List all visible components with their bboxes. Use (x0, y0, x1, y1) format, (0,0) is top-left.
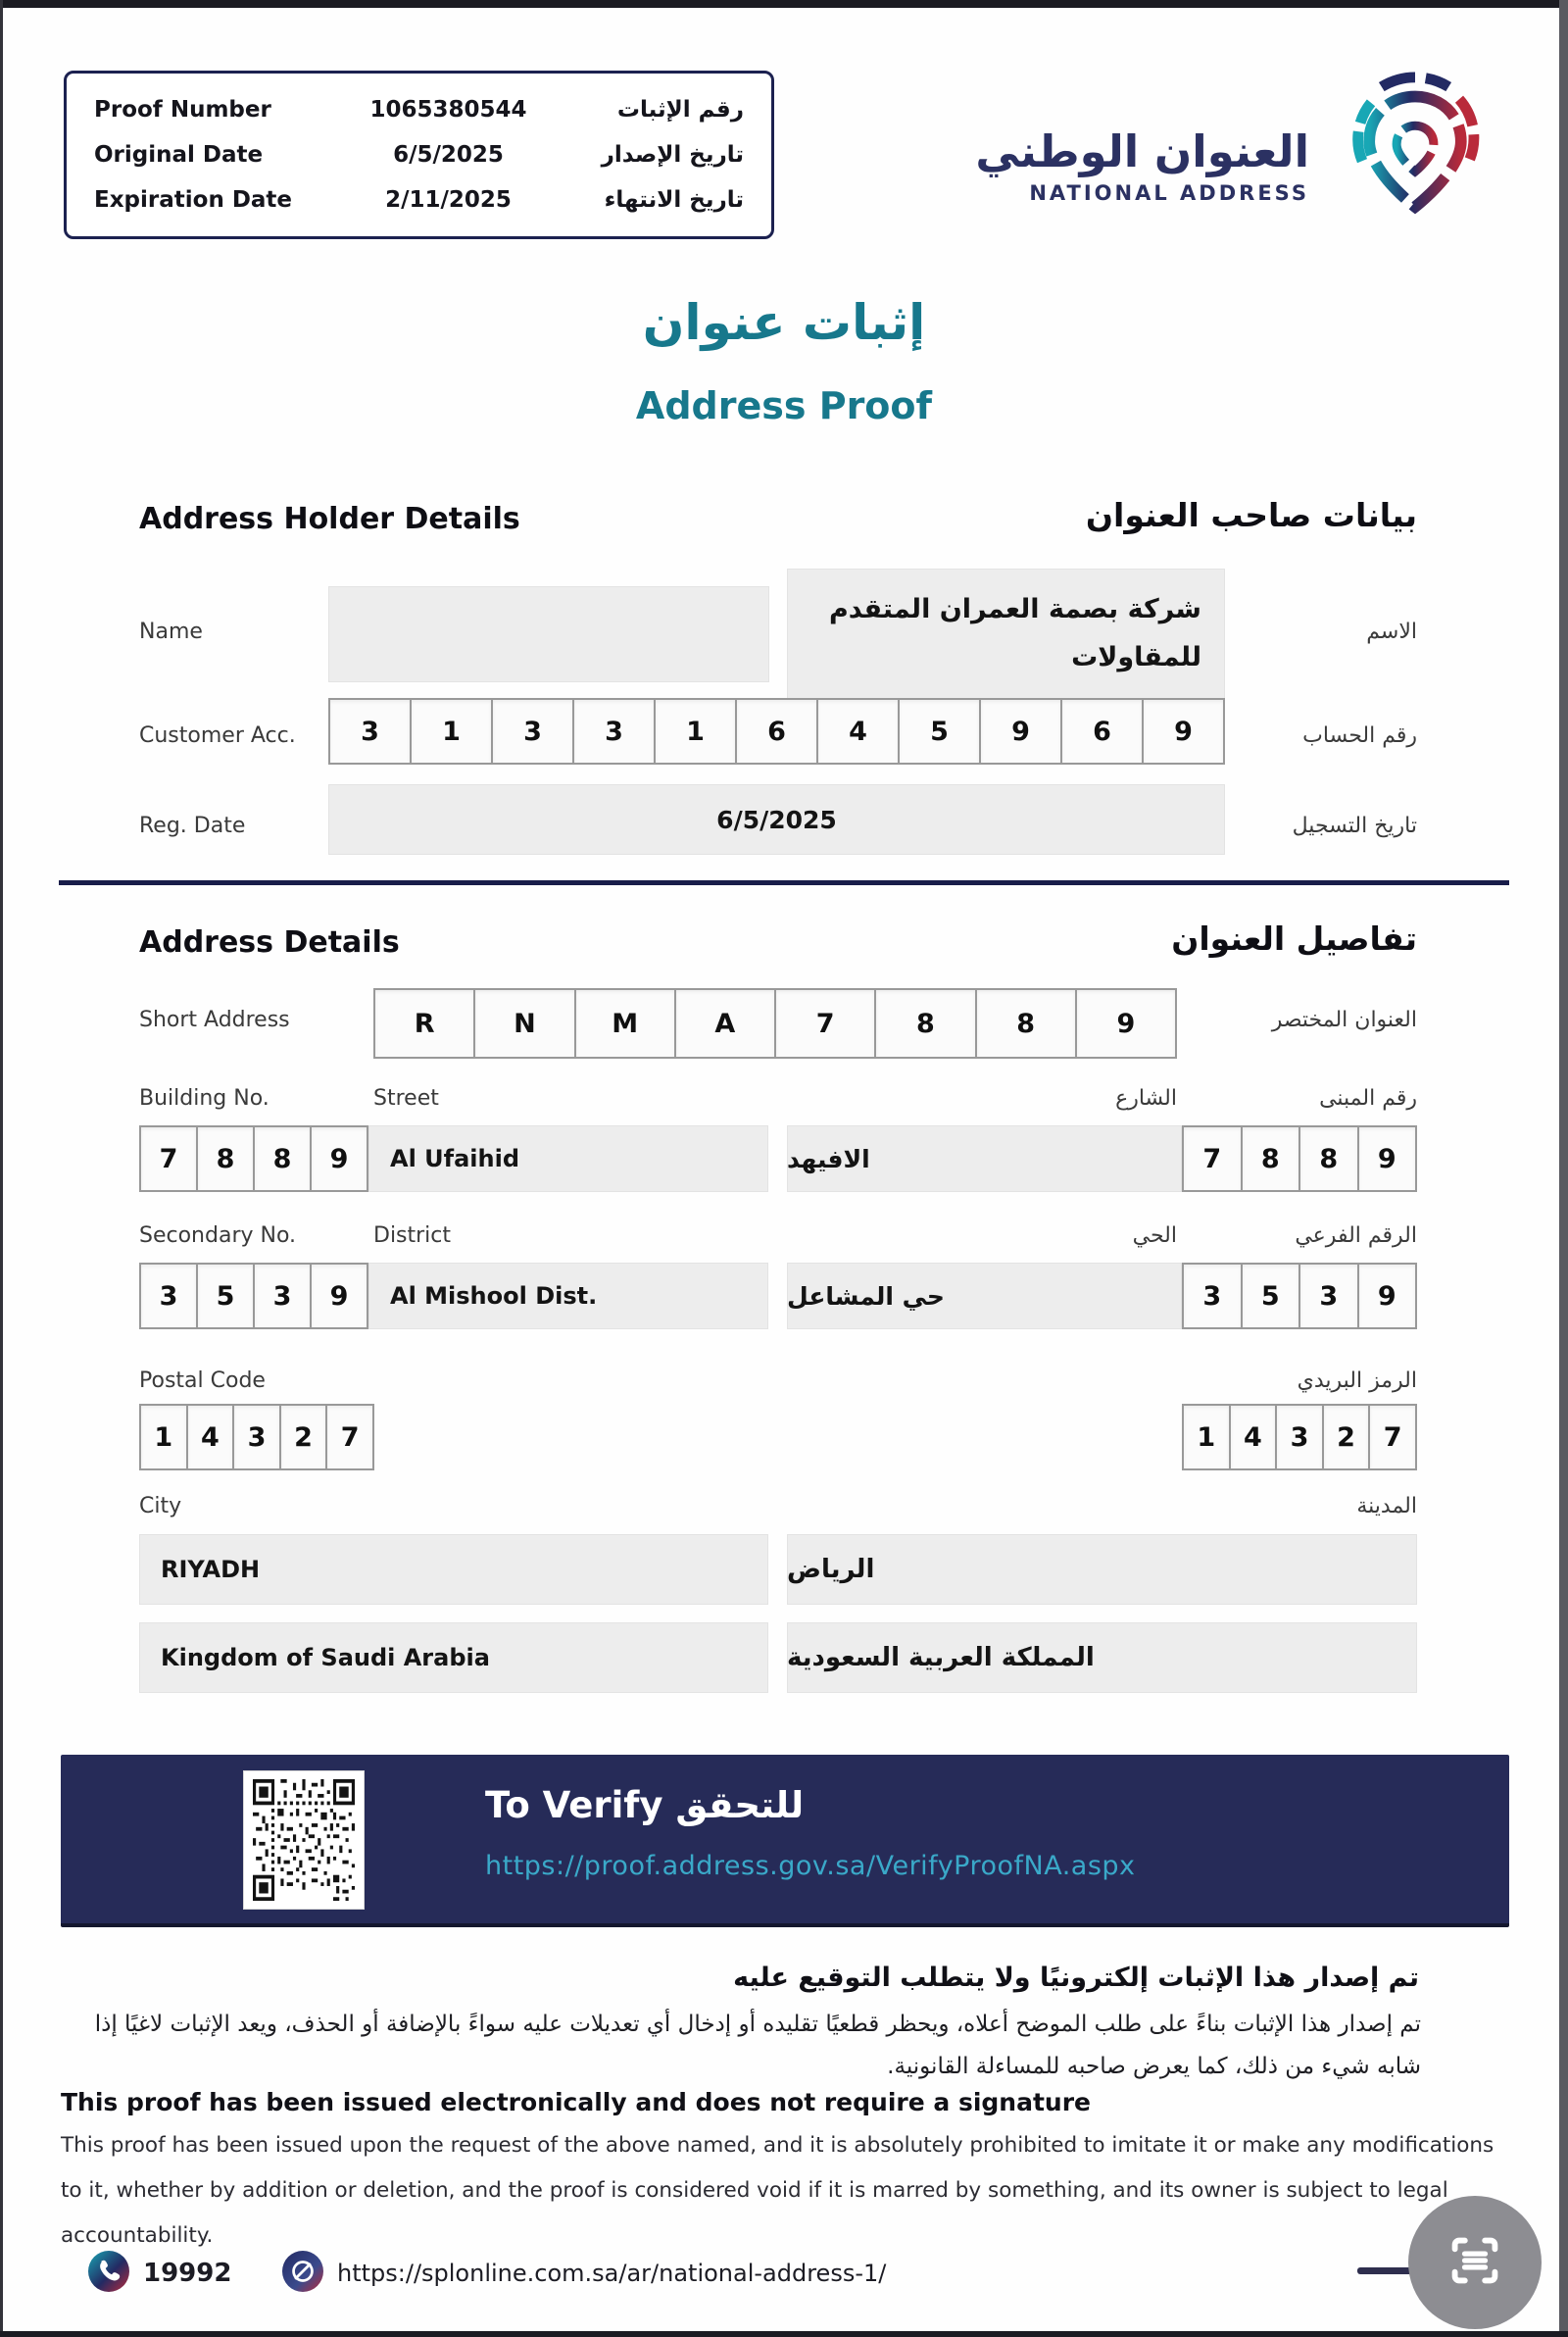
footer-phone-number: 19992 (143, 2259, 232, 2288)
digit-cell: 6 (735, 698, 818, 765)
disclaimer-heading-ar: تم إصدار هذا الإثبات إلكترونيًا ولا يتطلب التوقيع عليه (733, 1963, 1419, 1993)
disclaimer-heading-en: This proof has been issued electronically and does not require a signature (61, 2088, 1092, 2116)
postal-code-digits-en (139, 1404, 374, 1470)
digit-cell: 5 (898, 698, 981, 765)
digit-cell: 2 (279, 1404, 328, 1470)
digit-cell: 7 (139, 1125, 198, 1192)
verify-title (485, 1784, 804, 1826)
short-address-label: Short Address (139, 1008, 290, 1032)
postal-code-digits-ar (1182, 1404, 1417, 1470)
digit-cell: 1 (654, 698, 737, 765)
digit-cell: 4 (816, 698, 900, 765)
digit-cell: 3 (232, 1404, 281, 1470)
location-pin-icon (1327, 57, 1503, 237)
disclaimer-body-en: This proof has been issued upon the request of the above named, and it is absolutely prohibited to imitate it or make any modifications to it, whether by addition or deletion, and the proof is considered void if it is marred by something, and its owner is subject to legal accountability. (61, 2133, 1494, 2249)
verify-title-ar: للتحقق (675, 1784, 805, 1826)
name-value-en-box (328, 586, 769, 682)
name-value-ar-box: شركة بصمة العمران المتقدم للمقاولات (787, 569, 1225, 699)
customer-account-label-ar: رقم الحساب (1302, 723, 1417, 748)
name-label: Name (139, 620, 203, 644)
city-value-ar-box: الرياض (787, 1534, 1417, 1605)
secondary-no-digits-en (139, 1263, 368, 1329)
verify-title-en: To Verify (485, 1784, 663, 1826)
original-date-value: 6/5/2025 (393, 142, 504, 168)
digit-cell: 3 (328, 698, 412, 765)
verify-banner (61, 1755, 1509, 1927)
char-cell: R (373, 988, 475, 1059)
address-heading-ar: تفاصيل العنوان (1171, 920, 1417, 958)
country-value-ar-box: المملكة العربية السعودية (787, 1622, 1417, 1693)
building-no-digits-ar (1182, 1125, 1417, 1192)
proof-meta-box (64, 71, 774, 239)
logo-title-arabic: العنوان الوطني (975, 124, 1309, 177)
digit-cell: 9 (979, 698, 1062, 765)
digit-cell: 1 (410, 698, 493, 765)
expiration-date-label-ar: تاريخ الانتهاء (604, 187, 744, 213)
proof-number-value: 1065380544 (369, 97, 527, 123)
street-value-ar-box: الافيهد (787, 1125, 1182, 1192)
digit-cell: 8 (196, 1125, 255, 1192)
expiration-date-label: Expiration Date (94, 187, 293, 213)
digit-cell: 3 (491, 698, 574, 765)
char-cell: A (674, 988, 776, 1059)
original-date-label-ar: تاريخ الإصدار (601, 142, 744, 168)
secondary-no-label: Secondary No. (139, 1223, 297, 1248)
char-cell: 9 (1075, 988, 1177, 1059)
customer-account-digits (328, 698, 1225, 765)
postal-code-label: Postal Code (139, 1368, 266, 1393)
digit-cell: 3 (1182, 1263, 1243, 1329)
digit-cell: 2 (1322, 1404, 1371, 1470)
digit-cell: 7 (1368, 1404, 1417, 1470)
expiration-date-value: 2/11/2025 (385, 187, 512, 213)
document-title-arabic: إثبات عنوان (642, 294, 926, 351)
globe-icon (282, 2251, 323, 2296)
name-label-ar: الاسم (1366, 620, 1417, 644)
digit-cell: 7 (325, 1404, 374, 1470)
address-heading-en: Address Details (139, 925, 400, 960)
digit-cell: 9 (1357, 1125, 1418, 1192)
district-value-ar-box: حي المشاعل (787, 1263, 1182, 1329)
digit-cell: 8 (253, 1125, 312, 1192)
footer-url-link[interactable]: https://splonline.com.sa/ar/national-address-1/ (337, 2260, 887, 2287)
document-title-english: Address Proof (635, 384, 933, 427)
digit-cell: 3 (1275, 1404, 1324, 1470)
secondary-no-digits-ar (1182, 1263, 1417, 1329)
digit-cell: 4 (186, 1404, 235, 1470)
district-value-en-box: Al Mishool Dist. (368, 1263, 768, 1329)
scan-button[interactable] (1408, 2196, 1542, 2329)
holder-heading-ar: بيانات صاحب العنوان (1085, 496, 1417, 534)
digit-cell: 3 (139, 1263, 198, 1329)
street-label: Street (373, 1086, 439, 1111)
proof-number-label-ar: رقم الإثبات (616, 97, 744, 123)
logo-title-english: NATIONAL ADDRESS (1029, 180, 1309, 205)
footer-website (282, 2251, 886, 2296)
digit-cell: 4 (1229, 1404, 1278, 1470)
char-cell: 7 (774, 988, 876, 1059)
building-no-digits-en (139, 1125, 368, 1192)
char-cell: 8 (975, 988, 1077, 1059)
digit-cell: 7 (1182, 1125, 1243, 1192)
digit-cell: 3 (1298, 1263, 1359, 1329)
scan-icon (1441, 2226, 1509, 2299)
district-label: District (373, 1223, 452, 1248)
street-value-en-box: Al Ufaihid (368, 1125, 768, 1192)
reg-date-label: Reg. Date (139, 814, 246, 838)
city-label: City (139, 1494, 182, 1518)
original-date-label: Original Date (94, 142, 264, 168)
char-cell: 8 (874, 988, 976, 1059)
secondary-no-label-ar: الرقم الفرعي (1295, 1223, 1417, 1248)
footer-phone (88, 2251, 231, 2296)
building-no-label-ar: رقم المبنى (1319, 1086, 1417, 1111)
char-cell: N (473, 988, 575, 1059)
country-value-en-box: Kingdom of Saudi Arabia (139, 1622, 768, 1693)
char-cell: M (574, 988, 676, 1059)
frame-bottom-edge (0, 2331, 1568, 2337)
phone-icon (88, 2251, 129, 2296)
digit-cell: 1 (1182, 1404, 1231, 1470)
proof-number-row (94, 87, 744, 132)
street-label-ar: الشارع (1115, 1086, 1177, 1111)
holder-heading-en: Address Holder Details (139, 502, 520, 536)
frame-top-edge (0, 0, 1568, 8)
building-no-label: Building No. (139, 1086, 270, 1111)
digit-cell: 9 (1357, 1263, 1418, 1329)
city-label-ar: المدينة (1356, 1494, 1417, 1518)
digit-cell: 9 (310, 1125, 368, 1192)
digit-cell: 6 (1060, 698, 1144, 765)
expiration-date-row (94, 177, 744, 223)
digit-cell: 3 (253, 1263, 312, 1329)
proof-number-label: Proof Number (94, 97, 271, 123)
digit-cell: 3 (572, 698, 656, 765)
reg-date-label-ar: تاريخ التسجيل (1292, 814, 1417, 838)
short-address-label-ar: العنوان المختصر (1271, 1008, 1417, 1032)
qr-code (243, 1770, 365, 1910)
original-date-row (94, 132, 744, 177)
district-label-ar: الحي (1132, 1223, 1177, 1248)
digit-cell: 5 (196, 1263, 255, 1329)
national-address-logo (975, 57, 1503, 237)
verify-url-link[interactable]: https://proof.address.gov.sa/VerifyProofNA.aspx (485, 1851, 1136, 1881)
short-address-cells (373, 988, 1177, 1059)
digit-cell: 9 (310, 1263, 368, 1329)
digit-cell: 8 (1241, 1125, 1301, 1192)
postal-code-label-ar: الرمز البريدي (1297, 1368, 1417, 1393)
digit-cell: 9 (1142, 698, 1225, 765)
digit-cell: 1 (139, 1404, 188, 1470)
logo-wordmark (975, 125, 1309, 205)
city-value-en-box: RIYADH (139, 1534, 768, 1605)
reg-date-value-box: 6/5/2025 (328, 784, 1225, 855)
digit-cell: 5 (1241, 1263, 1301, 1329)
section-divider (59, 880, 1509, 885)
disclaimer-body-ar: تم إصدار هذا الإثبات بناءً على طلب الموضح أعلاه، ويحظر قطعيًا تقليده أو إدخال أي تعديلات عليه سواءً بالإضافة أو الحذف، ويعد الإثبات لاغيًا إذا شابه شيء من ذلك، كما يعرض صاحبه للمساءلة القانونية. (94, 2012, 1421, 2079)
digit-cell: 8 (1298, 1125, 1359, 1192)
customer-account-label: Customer Acc. (139, 723, 296, 748)
